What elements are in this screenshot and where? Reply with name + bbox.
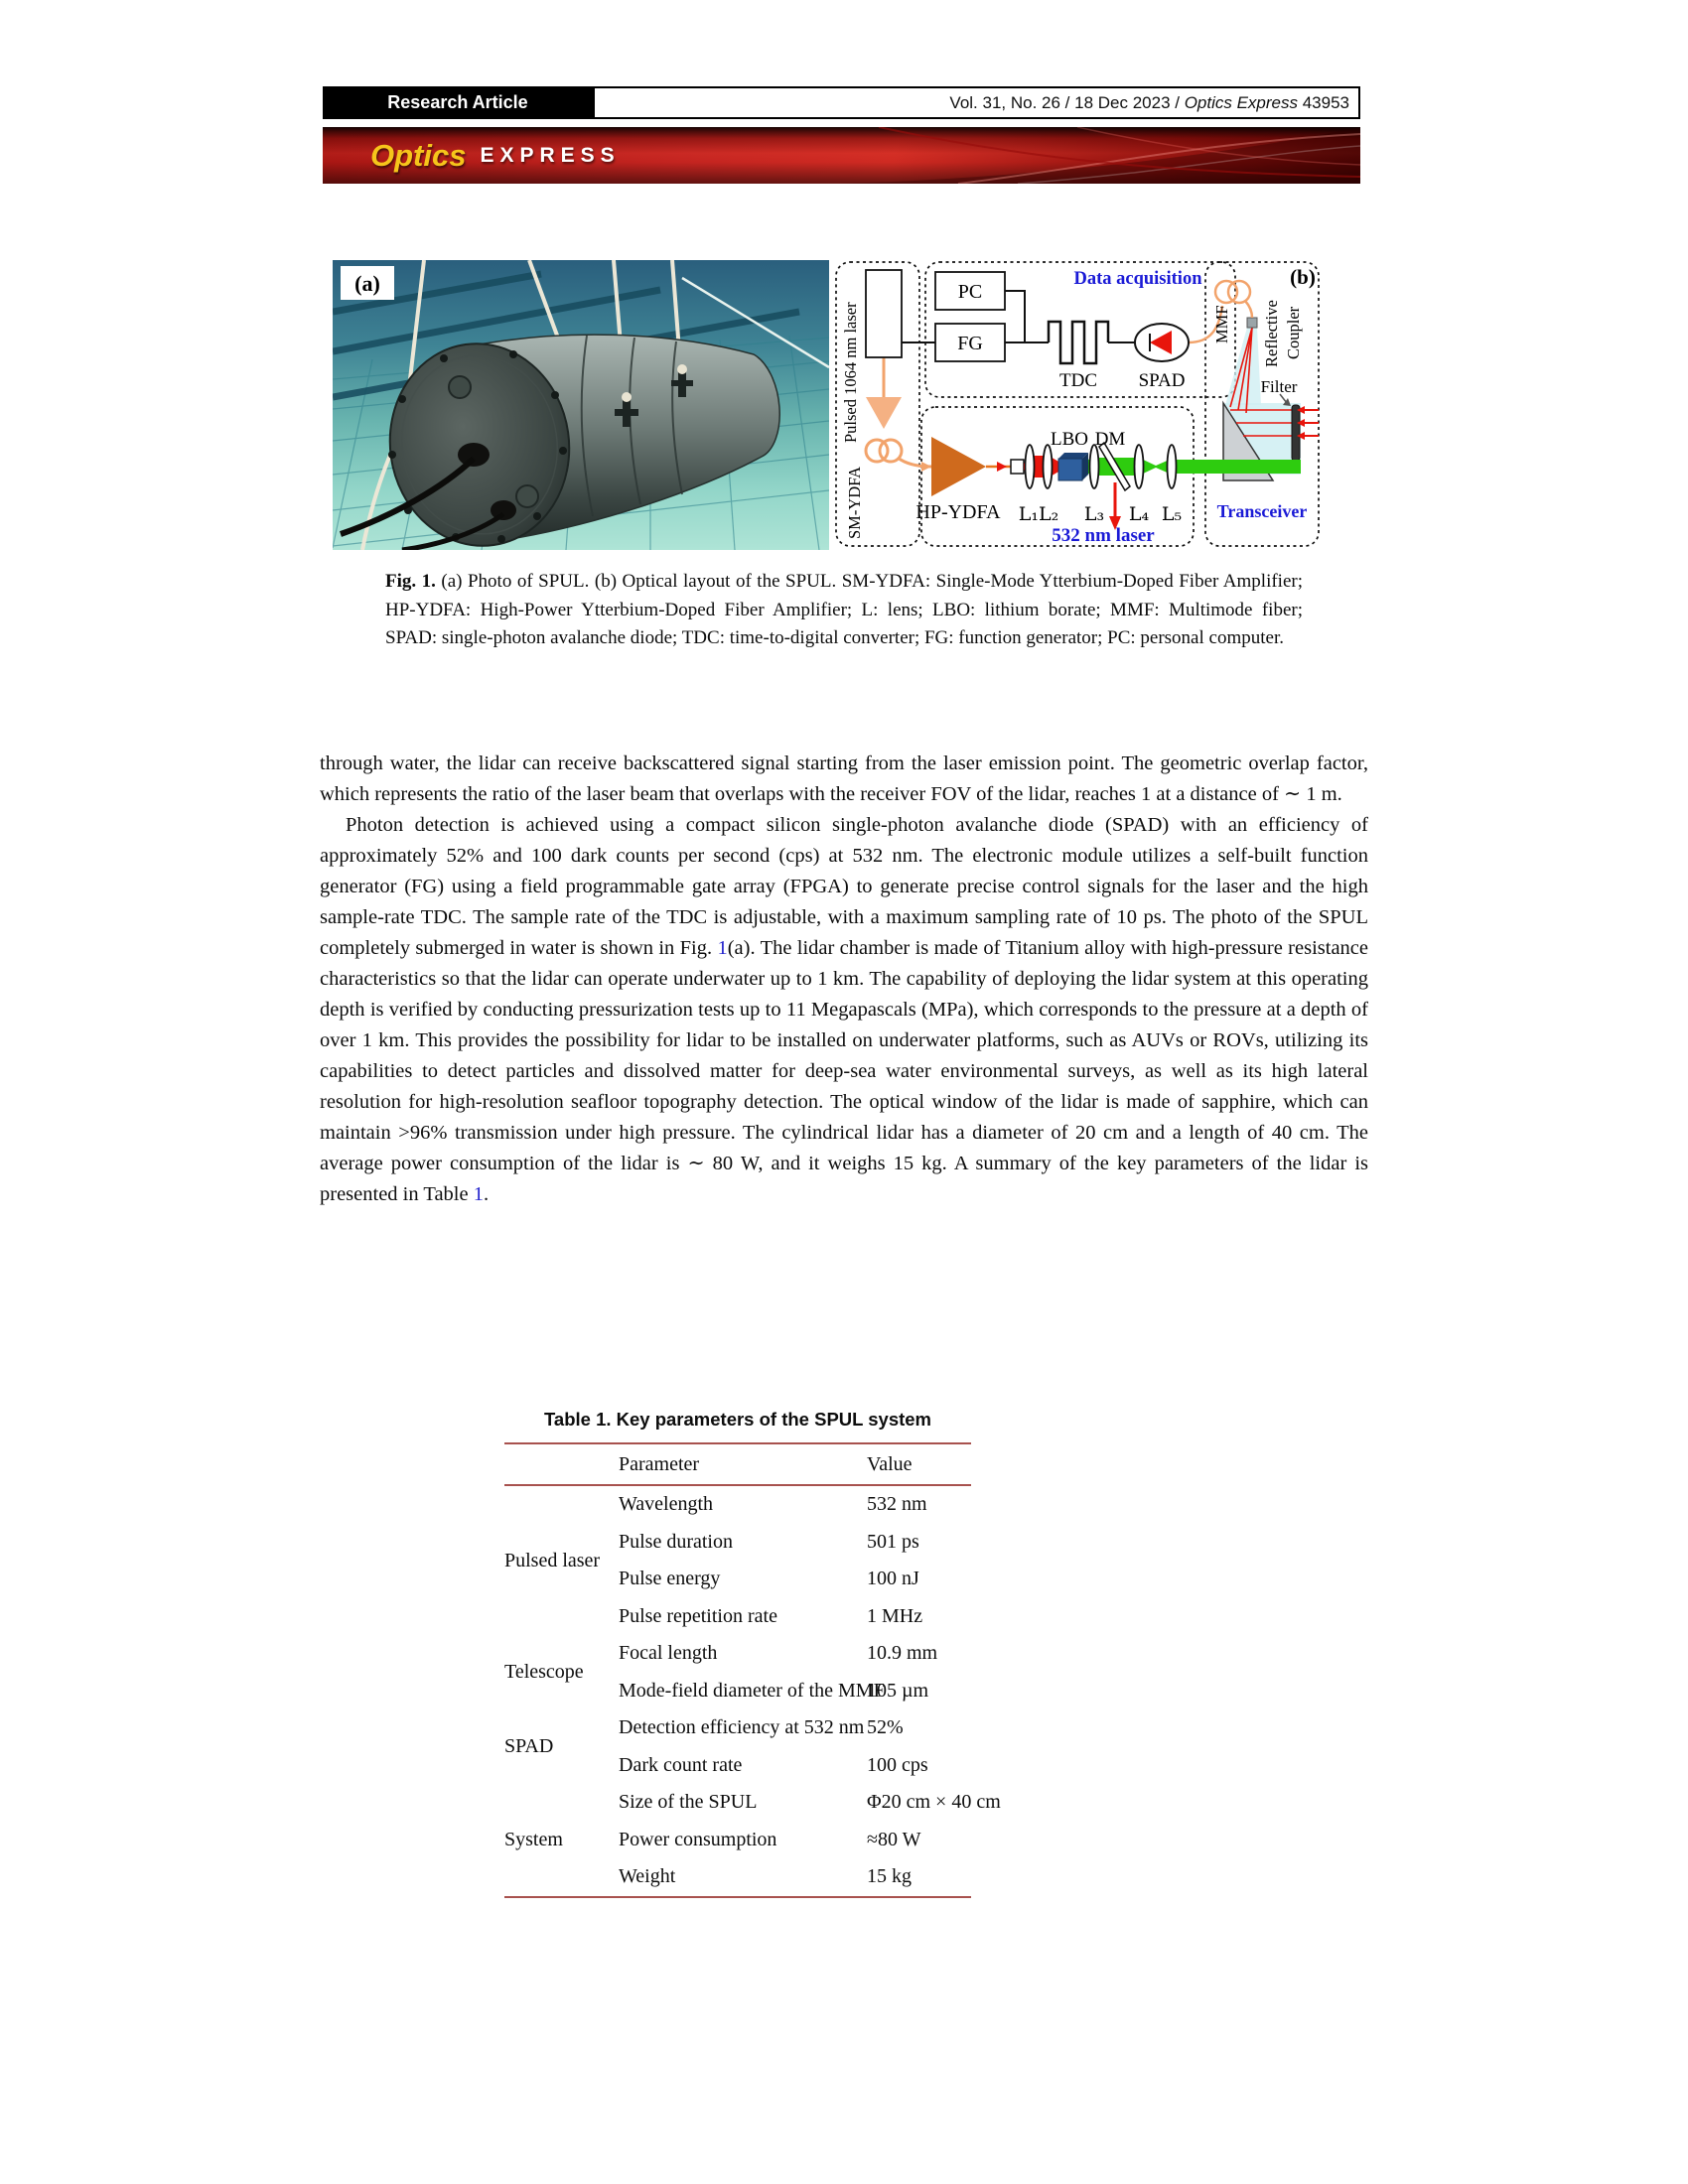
lens-L4 [1135, 445, 1144, 488]
group-label-spad: SPAD [504, 1735, 554, 1757]
body-paragraph-1: through water, the lidar can receive backscattered signal starting from the laser emission point. The geometric overlap factor, which represents the ratio of the laser beam that overlaps with the receiver FOV of the lidar, reaches 1 at a distance of ∼ 1 m. [320, 752, 1368, 805]
lens-l5-label: L₅ [1161, 503, 1183, 525]
sm-ydfa-label: SM-YDFA [845, 466, 864, 539]
transceiver-title: Transceiver [1216, 501, 1308, 521]
value-cell: Φ20 cm × 40 cm [867, 1791, 1001, 1814]
table-header-row [504, 1443, 971, 1485]
collimator-port [1011, 460, 1024, 474]
citation-bar [593, 86, 1360, 119]
lens-L3 [1090, 445, 1099, 488]
article-body [320, 749, 1368, 1210]
citation-prefix: Vol. 31, No. 26 / 18 Dec 2023 / [949, 92, 1185, 112]
value-cell: 100 nJ [867, 1568, 919, 1590]
param-cell: Focal length [619, 1642, 718, 1665]
hex-bolt [449, 376, 471, 398]
value-cell: 105 µm [867, 1679, 929, 1702]
param-cell: Size of the SPUL [619, 1791, 758, 1814]
filter-label: Filter [1260, 377, 1298, 396]
spad-label: SPAD [1138, 370, 1186, 391]
fg-label: FG [957, 333, 983, 354]
hp-ydfa-label: HP-YDFA [915, 501, 1001, 523]
figure-photo-spul [333, 260, 829, 550]
param-cell: Pulse energy [619, 1568, 721, 1590]
article-type-label: Research Article [387, 92, 528, 112]
laser-532-title: 532 nm laser [1052, 525, 1155, 546]
hex-bolt [516, 485, 538, 507]
value-cell: 52% [867, 1716, 904, 1739]
table-row [504, 1485, 971, 1524]
fiber-port [1247, 318, 1257, 328]
column-header-parameter: Parameter [619, 1443, 867, 1485]
journal-banner [323, 127, 1360, 184]
column-header-value: Value [867, 1443, 971, 1485]
panel-b-label: (b) [1290, 265, 1316, 289]
value-cell: 15 kg [867, 1865, 912, 1888]
parameters-table [504, 1442, 1001, 1898]
value-cell: 501 ps [867, 1530, 919, 1553]
lens-L5 [1168, 445, 1177, 488]
figure-caption-number: Fig. 1. [385, 571, 436, 592]
lens-L1 [1026, 445, 1035, 488]
param-cell: Power consumption [619, 1828, 777, 1850]
journal-logo-express: EXPRESS [480, 143, 621, 167]
group-label-pulsed-laser: Pulsed laser [504, 1549, 601, 1571]
param-cell: Wavelength [619, 1493, 714, 1516]
citation-page-number: 43953 [1298, 92, 1349, 112]
pulsed-laser-label: Pulsed 1064 nm laser [841, 302, 860, 443]
body-paragraph-2 [320, 810, 1368, 1210]
tdc-label: TDC [1059, 370, 1097, 391]
lens-l1l2-label: L₁L₂ [1018, 503, 1059, 525]
tdc-symbol [1049, 322, 1108, 363]
body-p2-text: (a). The lidar chamber is made of Titanium alloy with high-pressure resistance characteristics so that the lidar can operate underwater up to 1 km. The capability of deploying the lidar system at this operating depth is verified by conducting pressurization tests up to 11 Megapascals (MPa), which corresponds to the pressure at a depth of over 1 km. This provides the possibility for lidar to be installed on underwater platforms, such as AUVs or ROVs, utilizing its capabilities to detect particles and dissolved matter for deep-sea water environmental surveys, as well as its high lateral resolution for high-resolution seafloor topography detection. The optical window of the lidar is made of sapphire, which can maintain >96% transmission under high pressure. The cylindrical lidar has a diameter of 20 cm and a length of 40 cm. The average power consumption of the lidar is ∼ 80 W, and it weighs 15 kg. A summary of the key parameters of the lidar is presented in Table [320, 937, 1368, 1205]
body-p2-text: Photon detection is achieved using a compact silicon single-photon avalanche diode (SPAD) with an efficiency of approximately 52% and 100 dark counts per second (cps) at 532 nm. The electronic module utilizes a self-built function generator (FG) using a field programmable gate array (FPGA) to generate precise control signals for the laser and the high sample-rate TDC. The sample rate of the TDC is adjustable, with a maximum sampling rate of 10 ps. The photo of the SPUL completely submerged in water is shown in Fig. [320, 814, 1368, 959]
journal-logo-optics: Optics [370, 137, 467, 173]
table-row [504, 1709, 971, 1747]
table-title: Table 1. Key parameters of the SPUL system [543, 1409, 932, 1430]
value-cell: ≈80 W [867, 1828, 921, 1850]
table-row [504, 1635, 971, 1673]
param-cell: Weight [619, 1865, 676, 1888]
journal-name: Optics Express [1184, 92, 1298, 112]
figure-diagram-optical-layout [834, 256, 1323, 550]
dm-label: DM [1094, 429, 1126, 450]
page-header [323, 86, 1360, 119]
param-cell: Pulse duration [619, 1530, 733, 1553]
fiber-arrowhead [921, 462, 931, 472]
sm-ydfa-amplifier [866, 397, 902, 429]
table-row [504, 1784, 971, 1822]
incoming-photon-arrows [1305, 410, 1319, 436]
banner-swoosh-graphic [323, 127, 1360, 184]
seed-laser-box [866, 270, 902, 357]
reflective-label: Reflective [1262, 300, 1281, 367]
figure-caption-text: (a) Photo of SPUL. (b) Optical layout of the SPUL. SM-YDFA: Single-Mode Ytterbium-Doped Fiber Amplifier; HP-YDFA: High-Power Ytterbium-Doped Fiber Amplifier; L: lens; LBO: lithium borate; MMF: Multimode fiber; SPAD: single-photon avalanche diode; TDC: time-to-digital converter; FG: function generator; PC: personal computer. [385, 571, 1303, 648]
figure-caption [385, 568, 1303, 653]
hp-ydfa-amplifier [931, 437, 986, 496]
spad-symbol [1135, 324, 1189, 361]
panel-a-label: (a) [354, 271, 380, 296]
lens-l4-label: L₄ [1128, 503, 1150, 525]
body-p2-text: . [483, 1183, 490, 1205]
pc-label: PC [957, 281, 983, 303]
param-cell: Mode-field diameter of the MMF [619, 1679, 885, 1702]
optical-filter [1292, 405, 1300, 461]
data-acquisition-title: Data acquisition [1073, 269, 1202, 289]
lens-l3-label: L₃ [1083, 503, 1105, 525]
coupler-label: Coupler [1284, 306, 1303, 359]
mmf-label: MMF [1212, 305, 1231, 343]
article-type-badge [323, 86, 593, 119]
value-cell: 10.9 mm [867, 1642, 938, 1665]
value-cell: 1 MHz [867, 1604, 923, 1627]
lbo-label: LBO [1051, 429, 1088, 450]
figure-1-reference-link[interactable]: 1 [717, 937, 728, 959]
cable-connector [458, 443, 490, 467]
value-cell: 100 cps [867, 1753, 928, 1776]
table-1-reference-link[interactable]: 1 [473, 1183, 484, 1205]
param-cell: Dark count rate [619, 1753, 743, 1776]
group-label-telescope: Telescope [504, 1661, 584, 1683]
value-cell: 532 nm [867, 1493, 927, 1516]
lbo-crystal [1058, 453, 1088, 480]
beam-arrowhead [997, 462, 1007, 472]
group-label-system: System [504, 1828, 563, 1850]
lens-L2 [1044, 445, 1053, 488]
param-cell: Pulse repetition rate [619, 1604, 777, 1627]
param-cell: Detection efficiency at 532 nm [619, 1716, 865, 1739]
